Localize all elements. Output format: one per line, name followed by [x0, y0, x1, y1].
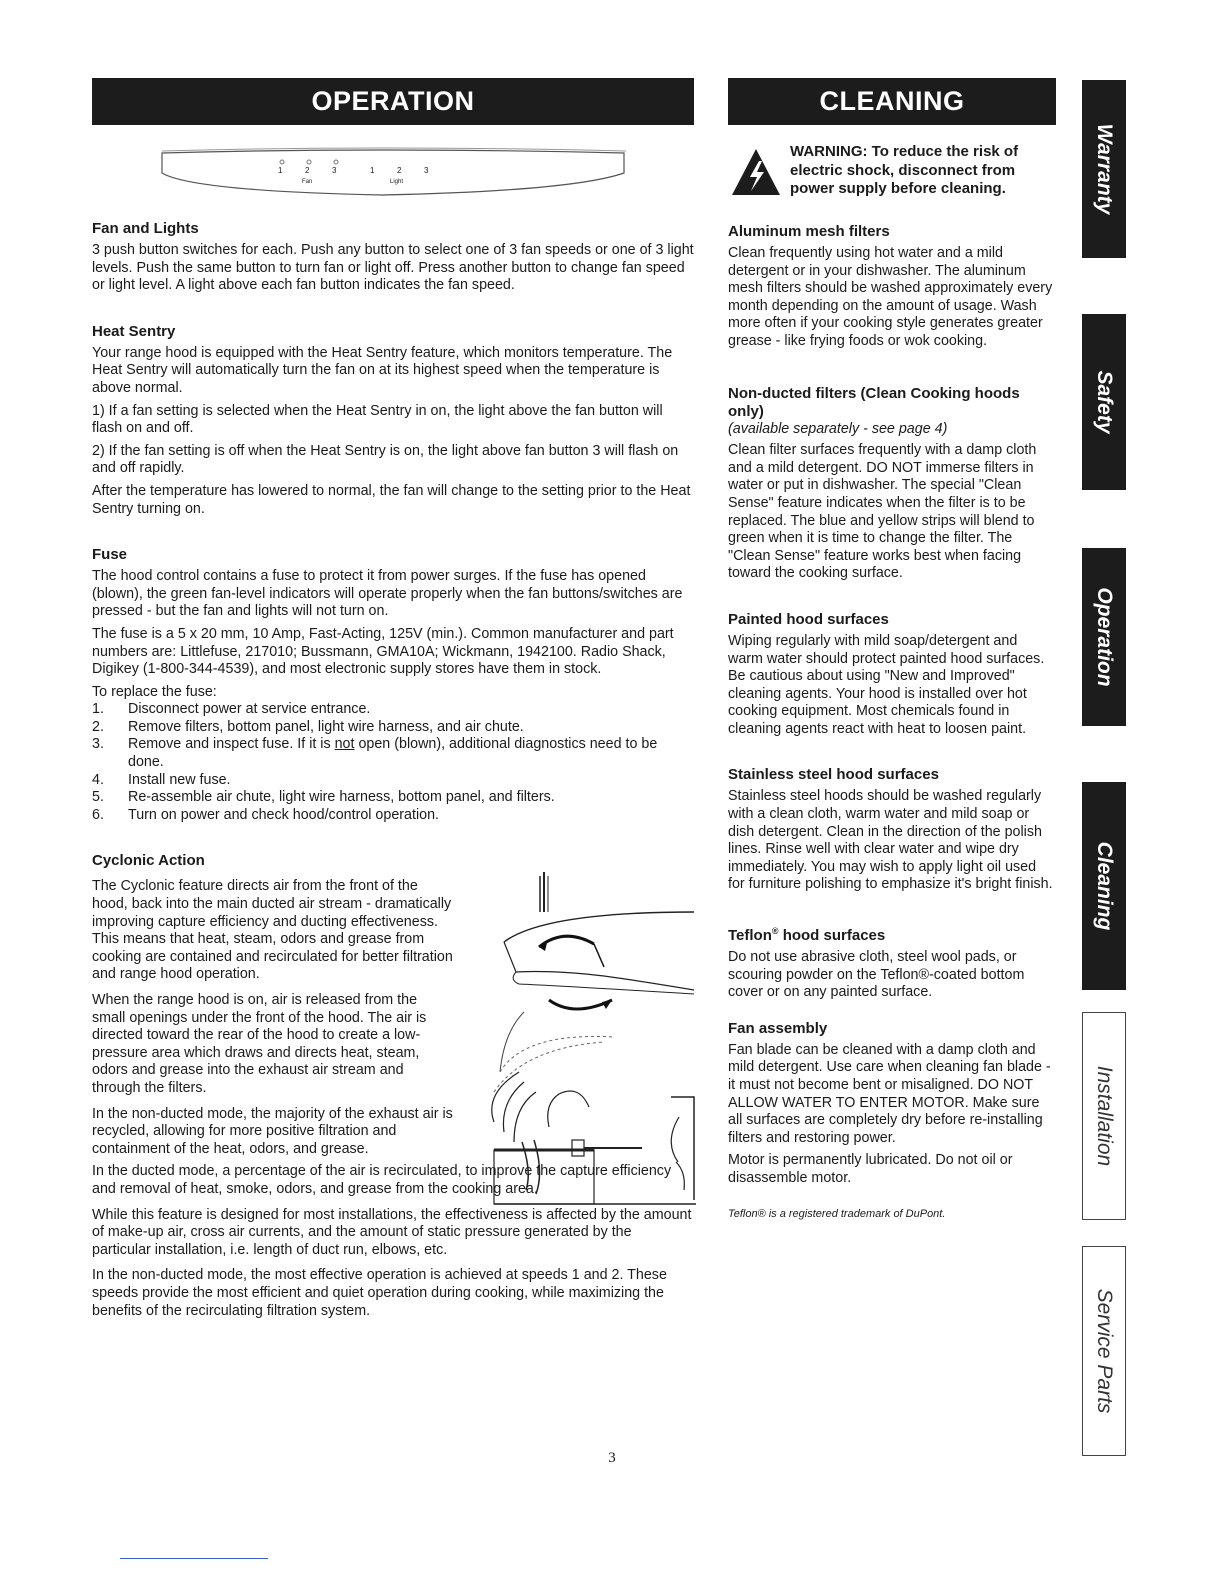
fan-button-3-label: 3	[332, 166, 337, 175]
fuse-step: 2. Remove filters, bottom panel, light wire harness, and air chute.	[92, 718, 524, 735]
bottom-divider	[120, 1558, 268, 1559]
stainless-surfaces-text: Stainless steel hoods should be washed regularly with a clean cloth, warm water and mild soap or dish detergent. Clean in the direction of the polish lines. Rinse well with clear water and wipe dry immediately. You may wish to apply light oil used for furniture polishing to emphasize it's bright finish.	[728, 788, 1053, 893]
cyclonic-p3: In the non-ducted mode, the majority of the exhaust air is recycled, allowing for more positive filtration and containment of the heat, odors, and grease.	[92, 1105, 453, 1157]
light-button-1-label: 1	[370, 166, 375, 175]
heat-sentry-p2: 1) If a fan setting is selected when the Heat Sentry in on, the light above the fan button will flash on and off.	[92, 402, 663, 437]
painted-surfaces-text: Wiping regularly with mild soap/detergent and warm water should protect painted hood surfaces. Be cautious about using "New and Improved" cleaning agents. Your hood is installed over hot cooking equipment. Most chemicals found in cleaning agents react with heat to loosen paint.	[728, 632, 1045, 737]
fan-lights-section	[92, 220, 694, 295]
nonducted-filters-text: Clean filter surfaces frequently with a damp cloth and a mild detergent. DO NOT immerse filters in water or put in dishwasher. The special "Clean Sense" feature indicates when the filter is to be replaced. The blue and yellow strips will blend to green when it is time to change the filter. The "Clean Sense" feature works best when facing toward the cooking surface.	[728, 442, 1037, 582]
cyclonic-text-block	[92, 852, 454, 1158]
fan-assembly-p2: Motor is permanently lubricated. Do not oil or disassemble motor.	[728, 1152, 1013, 1186]
fuse-step: 4. Install new fuse.	[92, 771, 231, 788]
aluminum-filters-text: Clean frequently using hot water and a mild detergent or in your dishwasher. The aluminum mesh filters should be washed approximately every month depending on the amount of usage. Wash more often if your cooking style generates greater grease - like frying foods or wok cooking.	[728, 245, 1053, 349]
nonducted-filters-heading: Non-ducted filters (Clean Cooking hoods only)	[728, 384, 1020, 420]
fuse-p2: The fuse is a 5 x 20 mm, 10 Amp, Fast-Acting, 125V (min.). Common manufacturer and part numbers are: Littlefuse, 217010; Bussmann, GMA10A; Wickmann, 1942100. Radio Shack, Digikey (1-800-344-4539), and most electronic supply stores have them in stock.	[92, 625, 674, 678]
fuse-p1: The hood control contains a fuse to protect it from power surges. If the fuse has opened (blown), the green fan-level indicators will operate properly when the fan buttons/switches are pressed - but the fan and lights will not turn on.	[92, 568, 683, 620]
fuse-p3: To replace the fuse:	[92, 683, 217, 700]
nonducted-filters-availability: (available separately - see page 4)	[728, 420, 948, 437]
fuse-step: 6. Turn on power and check hood/control operation.	[92, 806, 440, 823]
cleaning-banner: CLEANING	[728, 78, 1056, 125]
tab-cleaning[interactable]: Cleaning	[1082, 782, 1126, 990]
aluminum-filters-section	[728, 223, 1056, 351]
control-panel-illustration	[92, 143, 694, 208]
fan-assembly-p1: Fan blade can be cleaned with a damp cloth and mild detergent. Use care when cleaning fan blade - it must not become bent or misaligned. DO NOT ALLOW WATER TO ENTER MOTOR. Make sure all surfaces are completely dry before re-installing filters and restoring power.	[728, 1041, 1051, 1146]
warning-block	[728, 143, 1056, 213]
fuse-step: 1. Disconnect power at service entrance.	[92, 701, 371, 718]
fan-lights-text: 3 push button switches for each. Push any button to select one of 3 fan speeds or one of 3 light levels. Push the same button to turn fan or light off. Press another button to change fan speed or light level. A light above each fan button indicates the fan speed.	[92, 242, 694, 294]
cyclonic-section	[92, 852, 694, 1320]
cyclonic-airflow-diagram	[464, 872, 696, 1210]
fan-panel-label: Fan	[302, 179, 313, 185]
light-button-2-label: 2	[397, 166, 402, 175]
painted-surfaces-section	[728, 611, 1056, 739]
fan-button-2-label: 2	[305, 166, 310, 175]
fuse-step: 3. Remove and inspect fuse. If it is not open (blown), additional diagnostics need to be done.	[92, 736, 658, 771]
page-number: 3	[608, 1450, 616, 1466]
tab-operation[interactable]: Operation	[1082, 548, 1126, 726]
warning-text: WARNING: To reduce the risk of electric shock, disconnect from power supply before cleaning.	[790, 143, 1019, 197]
teflon-trademark-note: Teflon® is a registered trademark of DuPont.	[728, 1207, 946, 1220]
cyclonic-p4: In the ducted mode, a percentage of the air is recirculated, to improve the capture efficiency and removal of heat, smoke, odors, and grease from the cooking area.	[92, 1163, 672, 1197]
fuse-heading: Fuse	[92, 546, 128, 564]
cyclonic-p5: While this feature is designed for most installations, the effectiveness is affected by the amount of make-up air, cross air currents, and the amount of static pressure generated by the particular installation, i.e. length of duct run, elbows, etc.	[92, 1206, 692, 1258]
fan-lights-heading: Fan and Lights	[92, 220, 199, 237]
heat-sentry-p1: Your range hood is equipped with the Heat Sentry feature, which monitors temperature. The Heat Sentry will automatically turn the fan on at its highest speed when the temperature is above normal.	[92, 344, 673, 396]
tab-service-parts[interactable]: Service Parts	[1082, 1246, 1126, 1456]
fan-assembly-section	[728, 1020, 1056, 1223]
fuse-section	[92, 546, 694, 824]
heat-sentry-p3: 2) If the fan setting is off when the Heat Sentry is on, the light above fan button 3 will flash on and off rapidly.	[92, 442, 679, 477]
nonducted-filters-section	[728, 385, 1056, 583]
cleaning-column	[728, 78, 1056, 1228]
operation-column	[92, 78, 694, 1325]
light-panel-label: Light	[390, 179, 404, 185]
control-panel-drawing	[92, 143, 694, 208]
stainless-surfaces-section	[728, 766, 1056, 894]
heat-sentry-p4: After the temperature has lowered to normal, the fan will change to the setting prior to the Heat Sentry turning on.	[92, 482, 691, 517]
tab-installation[interactable]: Installation	[1082, 1012, 1126, 1220]
cyclonic-p6: In the non-ducted mode, the most effective operation is achieved at speeds 1 and 2. These speeds provide the most efficient and quiet operation during cooking, while maximizing the benefits of the recirculating filtration system.	[92, 1267, 667, 1319]
teflon-surfaces-section	[728, 922, 1056, 1002]
light-button-3-label: 3	[424, 166, 429, 175]
painted-surfaces-heading: Painted hood surfaces	[728, 610, 889, 628]
tab-warranty[interactable]: Warranty	[1082, 80, 1126, 258]
warning-triangle-icon	[730, 147, 782, 199]
aluminum-filters-heading: Aluminum mesh filters	[728, 223, 890, 240]
stainless-surfaces-heading: Stainless steel hood surfaces	[728, 766, 939, 784]
cyclonic-heading: Cyclonic Action	[92, 852, 205, 870]
fan-button-1-label: 1	[278, 166, 283, 175]
heat-sentry-heading: Heat Sentry	[92, 322, 176, 340]
teflon-surfaces-heading: Teflon® hood surfaces	[728, 926, 886, 945]
teflon-surfaces-text: Do not use abrasive cloth, steel wool pads, or scouring powder on the Teflon®-coated bottom cover or on any painted surface.	[728, 949, 1025, 1001]
cyclonic-p1: The Cyclonic feature directs air from the front of the hood, back into the main ducted air stream - dramatically improving capture efficiency and ducting effectiveness. This means that heat, steam, odors and grease from cooking are contained and recirculated for better filtration and range hood operation.	[92, 878, 453, 983]
cyclonic-p2: When the range hood is on, air is released from the small openings under the front of the hood. The air is directed toward the rear of the hood to create a low-pressure area which draws and directs heat, steam, odors and grease into the exhaust air stream and through the filters.	[92, 992, 427, 1096]
tab-safety[interactable]: Safety	[1082, 314, 1126, 490]
fan-assembly-heading: Fan assembly	[728, 1019, 828, 1037]
fuse-steps	[92, 701, 694, 824]
fuse-step: 5. Re-assemble air chute, light wire harness, bottom panel, and filters.	[92, 789, 555, 806]
operation-banner: OPERATION	[92, 78, 694, 125]
heat-sentry-section	[92, 323, 694, 518]
